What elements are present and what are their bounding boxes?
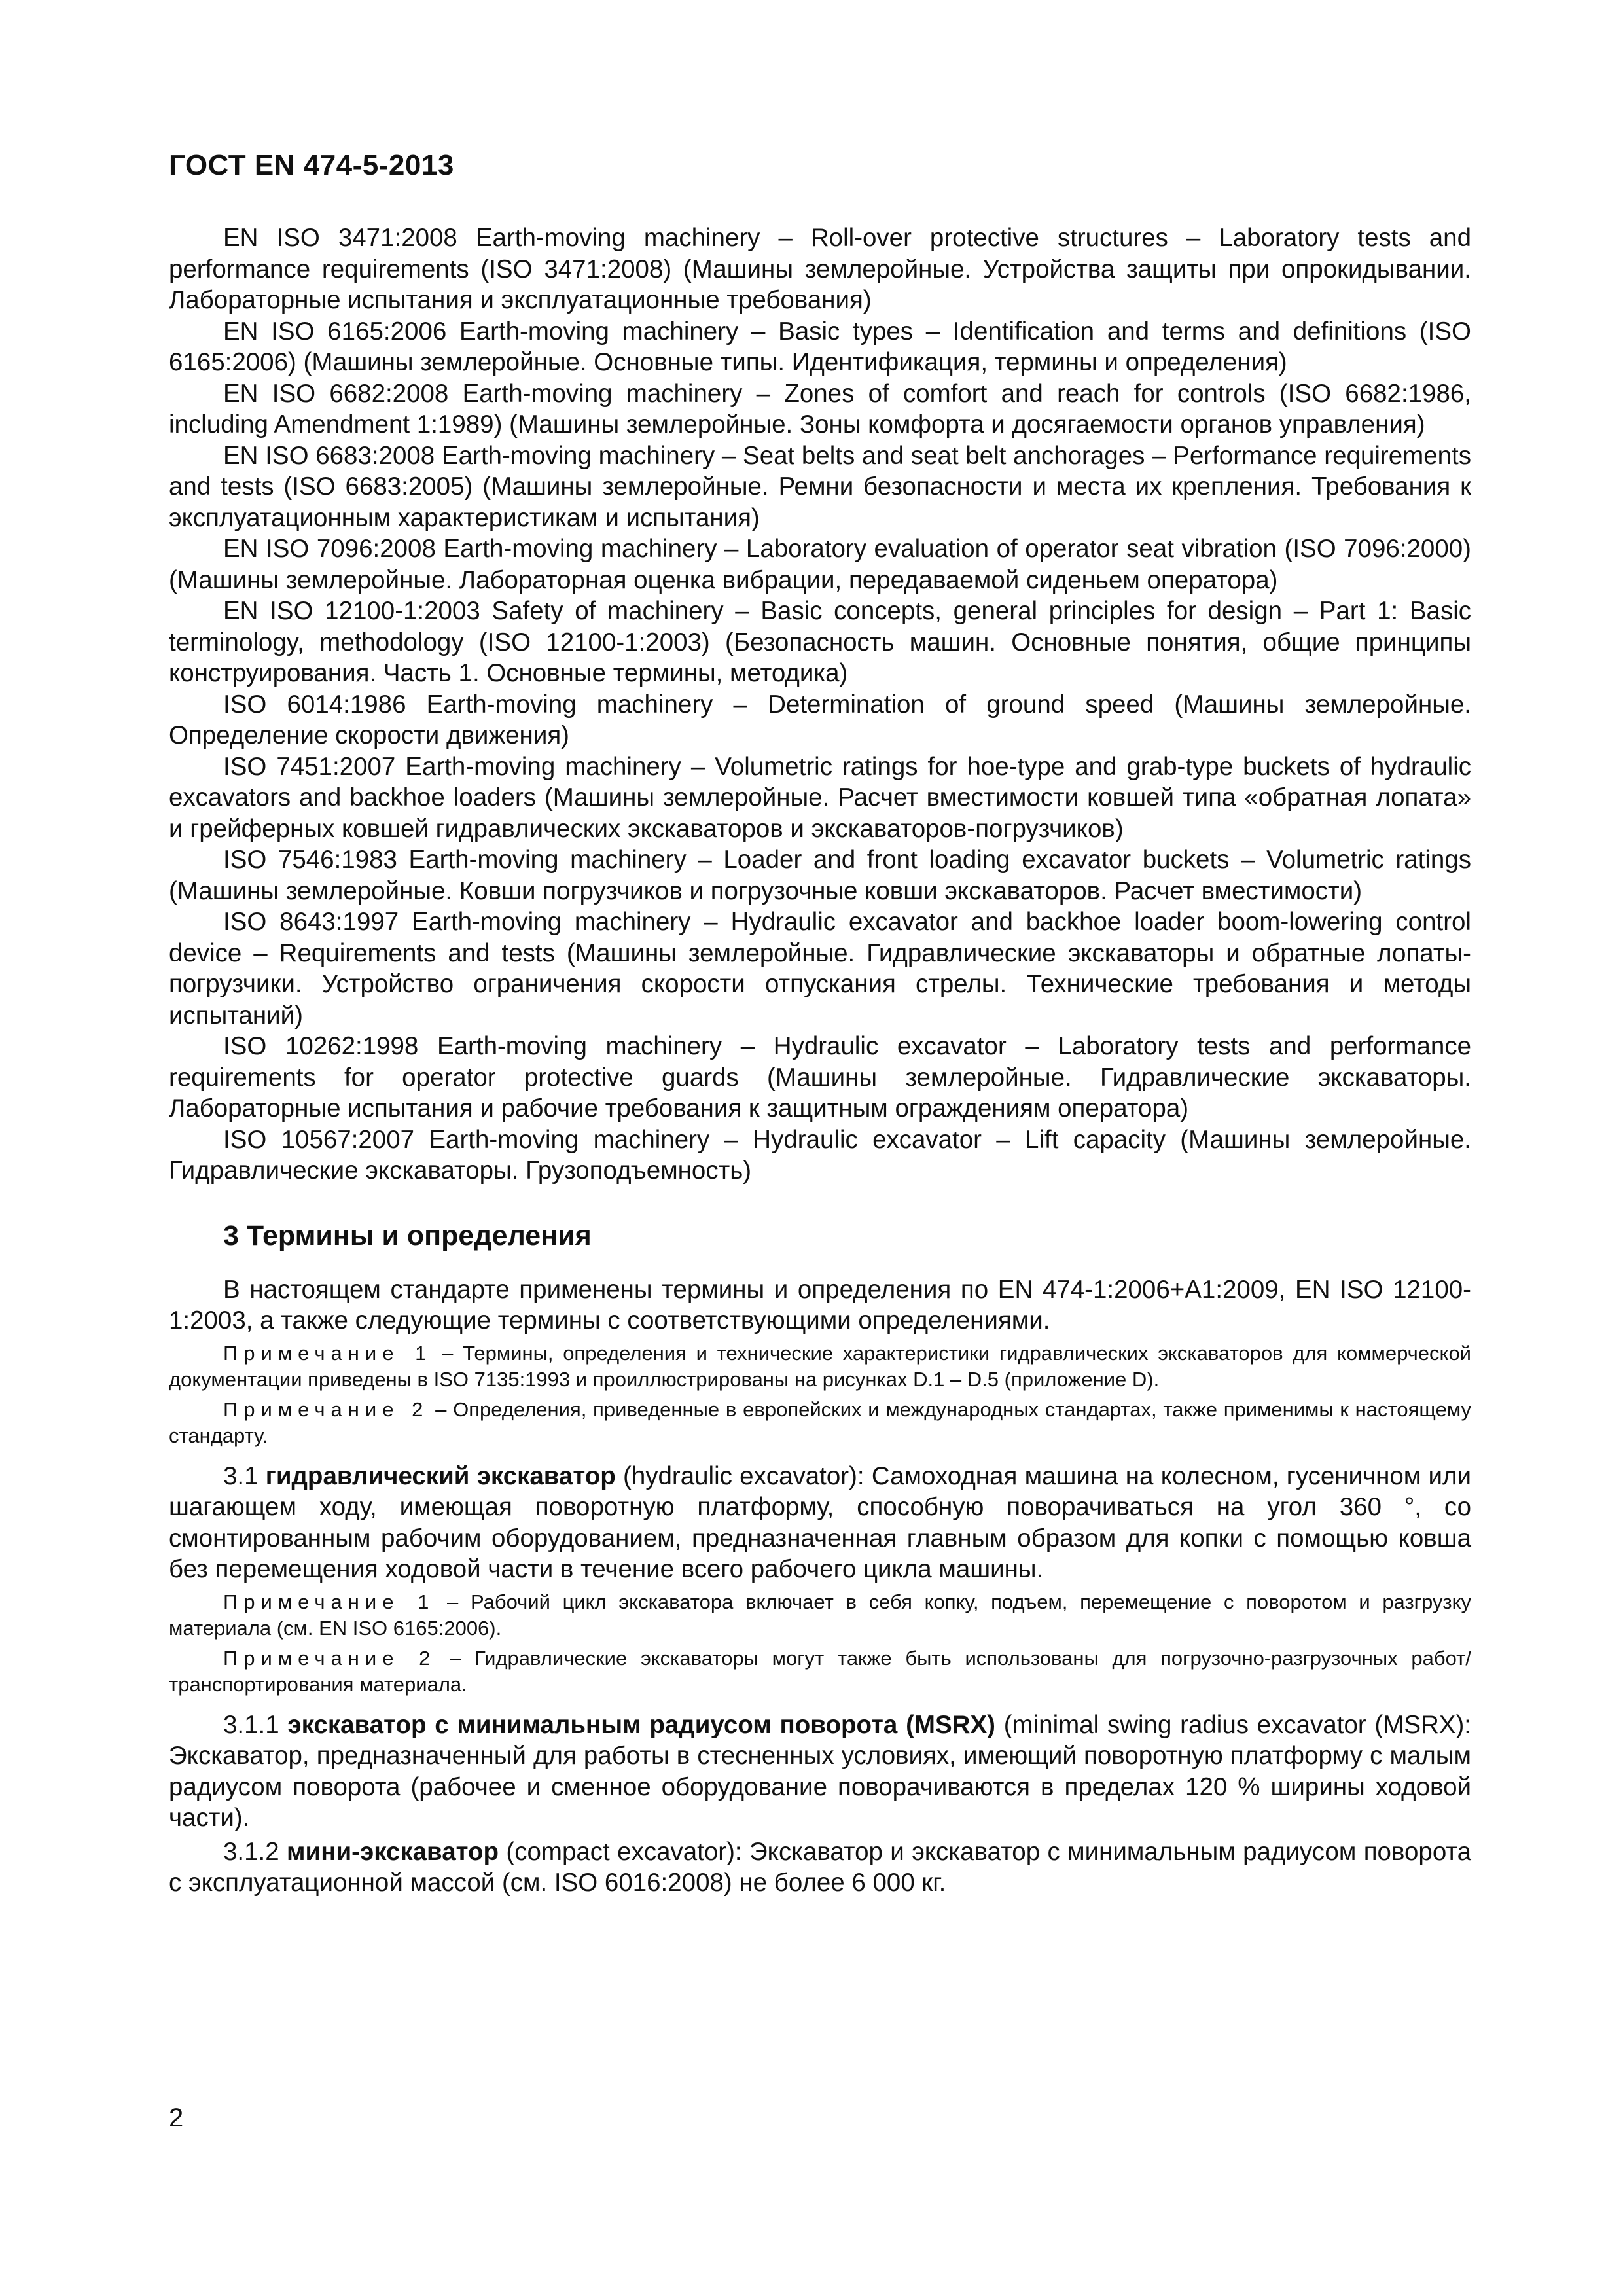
term-name: гидравлический экскаватор	[265, 1462, 616, 1490]
normative-references-list	[169, 223, 1471, 1187]
term-number: 3.1	[223, 1462, 266, 1490]
note-label: Примечание 2	[223, 1646, 437, 1670]
section-heading: 3 Термины и определения	[223, 1219, 592, 1251]
note-paragraph	[169, 1589, 1471, 1641]
note-text: – Определения, приведенные в европейских и международных стандартах, также применимы к настоящему стандарту.	[169, 1397, 1471, 1447]
reference-item: ISO 7546:1983 Earth-moving machinery – Loader and front loading excavator buckets – Volumetric ratings (Машины землеройные. Ковши погрузчиков и погрузочные ковши экскаваторов. Расчет вместимости)	[169, 846, 1471, 905]
reference-item: ISO 10567:2007 Earth-moving machinery – Hydraulic excavator – Lift capacity (Машины землеройные. Гидравлические экскаваторы. Грузоподъемность)	[169, 1125, 1471, 1185]
term-text: (minimal swing radius excavator (MSRX): Экскаватор, предназначенный для работы в стесненных условиях, имеющий поворотную платформу с малым радиусом поворота (рабочее и сменное оборудование поворачиваются в пределах 120 % ширины ходовой части).	[169, 1710, 1472, 1832]
term-definition-3-1-1	[169, 1710, 1471, 1834]
reference-item: ISO 10262:1998 Earth-moving machinery – Hydraulic excavator – Laboratory tests and performance requirements for operator protective guards (Машины землеройные. Гидравлические экскаваторы. Лабораторные испытания и рабочие требования к защитным ограждениям оператора)	[169, 1032, 1471, 1122]
note-text: – Гидравлические экскаваторы могут также быть использованы для погрузочно-разгрузочных работ/транспортирования материала.	[169, 1646, 1471, 1696]
note-paragraph	[169, 1340, 1471, 1393]
page-number: 2	[169, 2104, 184, 2132]
reference-item: ISO 8643:1997 Earth-moving machinery – Hydraulic excavator and backhoe loader boom-lowering control device – Requirements and tests (Машины землеройные. Гидравлические экскаваторы и обратные лопаты-погрузчики. Устройство ограничения скорости отпускания стрелы. Технические требования и методы испытаний)	[169, 908, 1471, 1030]
document-header: ГОСТ EN 474-5-2013	[169, 149, 454, 181]
reference-item: ISO 7451:2007 Earth-moving machinery – Volumetric ratings for hoe-type and grab-type buckets of hydraulic excavators and backhoe loaders (Машины землеройные. Расчет вместимости ковшей типа «обратная лопата» и грейферных ковшей гидравлических экскаваторов и экскаваторов-погрузчиков)	[169, 752, 1471, 843]
note-label: Примечание 2	[223, 1397, 429, 1421]
reference-item: EN ISO 3471:2008 Earth-moving machinery – Roll-over protective structures – Laboratory tests and performance requirements (ISO 3471:2008) (Машины землеройные. Устройства защиты при опрокидывании. Лабораторные испытания и эксплуатационные требования)	[169, 224, 1471, 314]
term-text: (hydraulic excavator): Самоходная машина на колесном, гусеничном или шагающем ходу, имеющая поворотную платформу, способную поворачиваться на угол 360 °, со смонтированным рабочим оборудованием, предназначенная главным образом для копки с помощью ковша без перемещения ходовой части в течение всего рабочего цикла машины.	[169, 1462, 1471, 1583]
reference-item: EN ISO 6165:2006 Earth-moving machinery – Basic types – Identification and terms and definitions (ISO 6165:2006) (Машины землеройные. Основные типы. Идентификация, термины и определения)	[169, 317, 1471, 376]
term-text: (compact excavator): Экскаватор и экскаватор с минимальным радиусом поворота с эксплуатационной массой (см. ISO 6016:2008) не более 6 000 кг.	[169, 1837, 1471, 1897]
term-name: мини-экскаватор	[287, 1837, 499, 1866]
term-definition-3-1-2	[169, 1837, 1471, 1899]
reference-item: EN ISO 6683:2008 Earth-moving machinery – Seat belts and seat belt anchorages – Performance requirements and tests (ISO 6683:2005) (Машины землеройные. Ремни безопасности и места их крепления. Требования к эксплуатационным характеристикам и испытания)	[169, 441, 1471, 532]
note-paragraph	[169, 1397, 1471, 1449]
term-number: 3.1.1	[223, 1710, 288, 1739]
note-text: – Рабочий цикл экскаватора включает в себя копку, подъем, перемещение с поворотом и разгрузку материала (см. EN ISO 6165:2006).	[169, 1590, 1471, 1640]
section-intro-paragraph: В настоящем стандарте применены термины и определения по EN 474-1:2006+A1:2009, EN ISO 12100-1:2003, а также следующие термины с соответствующими определениями.	[169, 1275, 1471, 1335]
term-number: 3.1.2	[223, 1837, 287, 1866]
page-content	[169, 223, 1471, 1899]
reference-item: EN ISO 6682:2008 Earth-moving machinery – Zones of comfort and reach for controls (ISO 6682:1986, including Amendment 1:1989) (Машины землеройные. Зоны комфорта и досягаемости органов управления)	[169, 379, 1471, 439]
term-name: экскаватор с минимальным радиусом поворота (MSRX)	[287, 1710, 995, 1739]
term-definition-3-1	[169, 1461, 1471, 1585]
reference-item: ISO 6014:1986 Earth-moving machinery – Determination of ground speed (Машины землеройные. Определение скорости движения)	[169, 690, 1471, 749]
note-text: – Термины, определения и технические характеристики гидравлических экскаваторов для коммерческой документации приведены в ISO 7135:1993 и проиллюстрированы на рисунках D.1 – D.5 (приложение D).	[169, 1341, 1471, 1391]
note-paragraph	[169, 1645, 1471, 1698]
reference-item: EN ISO 12100-1:2003 Safety of machinery – Basic concepts, general principles for design – Part 1: Basic terminology, methodology (ISO 12100-1:2003) (Безопасность машин. Основные понятия, общие принципы конструирования. Часть 1. Основные термины, методика)	[169, 597, 1471, 687]
note-label: Примечание 1	[223, 1341, 433, 1365]
note-label: Примечание 1	[223, 1590, 435, 1613]
reference-item: EN ISO 7096:2008 Earth-moving machinery – Laboratory evaluation of operator seat vibration (ISO 7096:2000) (Машины землеройные. Лабораторная оценка вибрации, передаваемой сиденьем оператора)	[169, 535, 1471, 594]
